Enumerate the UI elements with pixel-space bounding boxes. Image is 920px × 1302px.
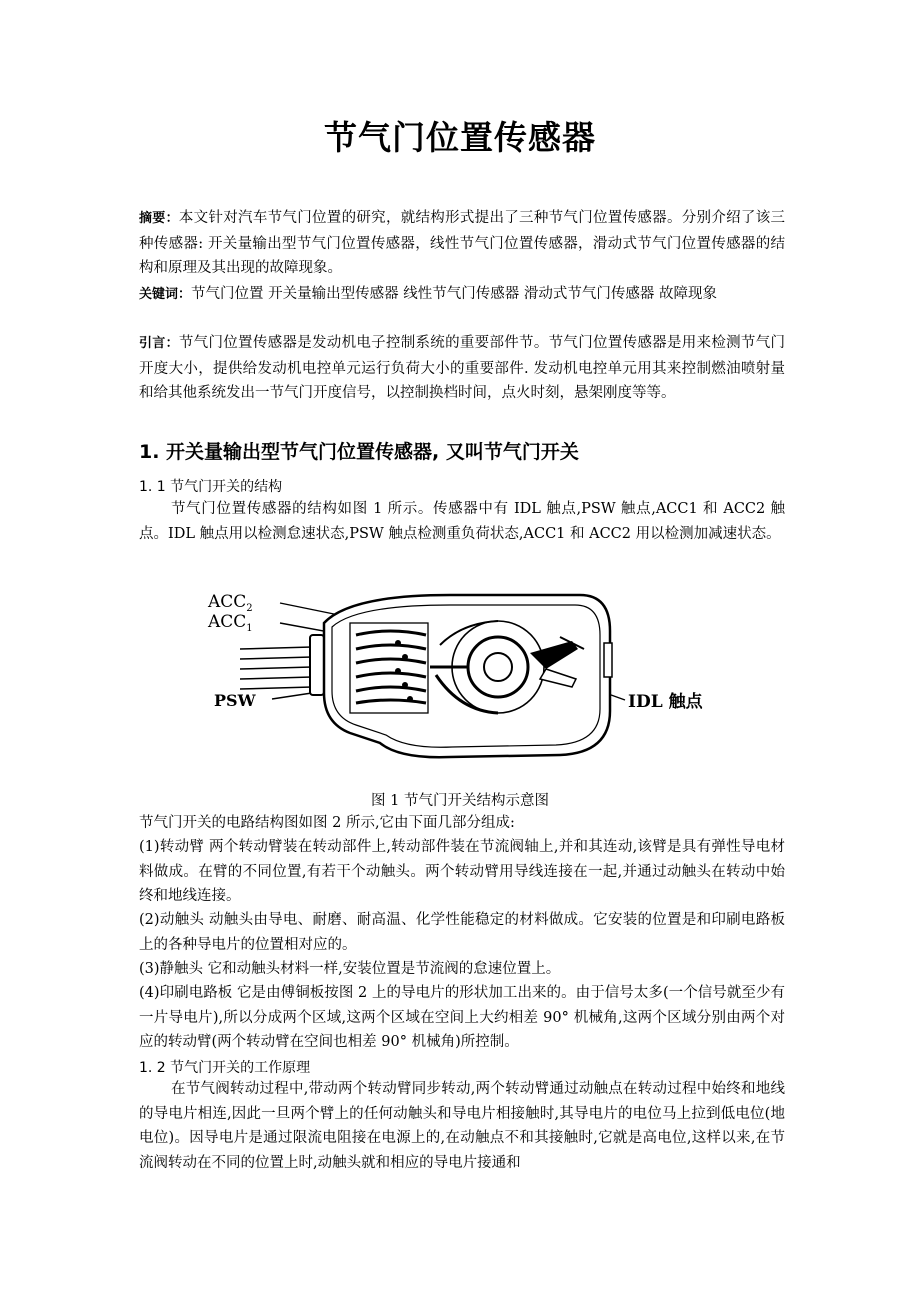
abstract-label: 摘要： [139, 211, 179, 226]
subsection-1-1-heading: 1. 1 节气门开关的结构 [139, 479, 283, 495]
figure-label-acc2: $ACC_2$ [208, 592, 253, 614]
abstract-text: 本文针对汽车节气门位置的研究，就结构形式提出了三种节气门位置传感器。分别介绍了该三种传感器: 开关量输出型节气门位置传感器，线性节气门位置传感器，滑动式节气门位置传感器的结构和原理及其出现的故障现象。 [139, 210, 785, 276]
intro-label: 引言： [139, 336, 179, 351]
working-principle-paragraph: 在节气阀转动过程中,带动两个转动臂同步转动,两个转动臂通过动触点在转动过程中始终和地线的导电片相连,因此一旦两个臂上的任何动触头和导电片相接触时,其导电片的电位马上拉到低电位(地电位)。因导电片是通过限流电阻接在电源上的,在动触点不和其接触时,它就是高电位,这样以来,在节流阀转动在不同的位置上时,动触头就和相应的导电片接通和 [139, 1081, 785, 1171]
item-circuit-board: (4)印刷电路板 它是由傅铜板按图 2 上的导电片的形状加工出来的。由于信号太多(一个信号就至少有一片导电片),所以分成两个区域,这两个区域在空间上大约相差 90° 机械角,这两个区域分别由两个对应的转动臂(两个转动臂在空间也相差 90° 机械角)所控制。 [139, 985, 785, 1050]
circuit-intro-paragraph: 节气门开关的电路结构图如图 2 所示,它由下面几部分组成: [139, 815, 515, 831]
contact-board [350, 623, 428, 713]
keywords-paragraph [139, 282, 785, 308]
page-title: 节气门位置传感器 [324, 118, 596, 157]
subsection-1-2-heading: 1. 2 节气门开关的工作原理 [139, 1060, 311, 1076]
figure-label-psw: PSW [214, 691, 256, 710]
keywords-text: 节气门位置 开关量输出型传感器 线性节气门传感器 滑动式节气门传感器 故障现象 [191, 286, 717, 302]
item-rotating-arm: (1)转动臂 两个转动臂装在转动部件上,转动部件装在节流阀轴上,并和其连动,该臂是具有弹性导电材料做成。在臂的不同位置,有若干个动触头。两个转动臂用导线连接在一起,并通过动触头在转动中始终和地线连接。 [139, 839, 785, 904]
figure-label-acc1: $ACC_1$ [208, 612, 253, 634]
item-static-contact: (3)静触头 它和动触头材料一样,安装位置是节流阀的怠速位置上。 [139, 961, 561, 977]
throttle-switch-figure [200, 583, 740, 773]
housing-tab [604, 643, 612, 677]
connector-plug [310, 635, 324, 695]
section-1-heading: 1. 开关量输出型节气门位置传感器, 又叫节气门开关 [139, 441, 579, 463]
keywords-label: 关键词： [139, 287, 192, 302]
connector-wires [240, 647, 312, 689]
figure-label-idl: IDL 触点 [628, 692, 703, 712]
intro-paragraph [139, 331, 785, 406]
abstract-paragraph [139, 206, 785, 281]
figure-1-caption: 图 1 节气门开关结构示意图 [371, 793, 549, 809]
item-moving-contact: (2)动触头 动触头由导电、耐磨、耐高温、化学性能稳定的材料做成。它安装的位置是和印刷电路板上的各种导电片的位置相对应的。 [139, 912, 785, 953]
structure-paragraph: 节气门位置传感器的结构如图 1 所示。传感器中有 IDL 触点,PSW 触点,ACC1 和 ACC2 触点。IDL 触点用以检测怠速状态,PSW 触点检测重负荷状态,ACC1 和 ACC2 用以检测加减速状态。 [139, 501, 785, 542]
intro-text: 节气门位置传感器是发动机电子控制系统的重要部件节。节气门位置传感器是用来检测节气门开度大小，提供给发动机电控单元运行负荷大小的重要部件. 发动机电控单元用其来控制燃油喷射量和给其他系统发出一节气门开度信号，以控制换档时间，点火时刻，悬架刚度等等。 [139, 335, 785, 401]
